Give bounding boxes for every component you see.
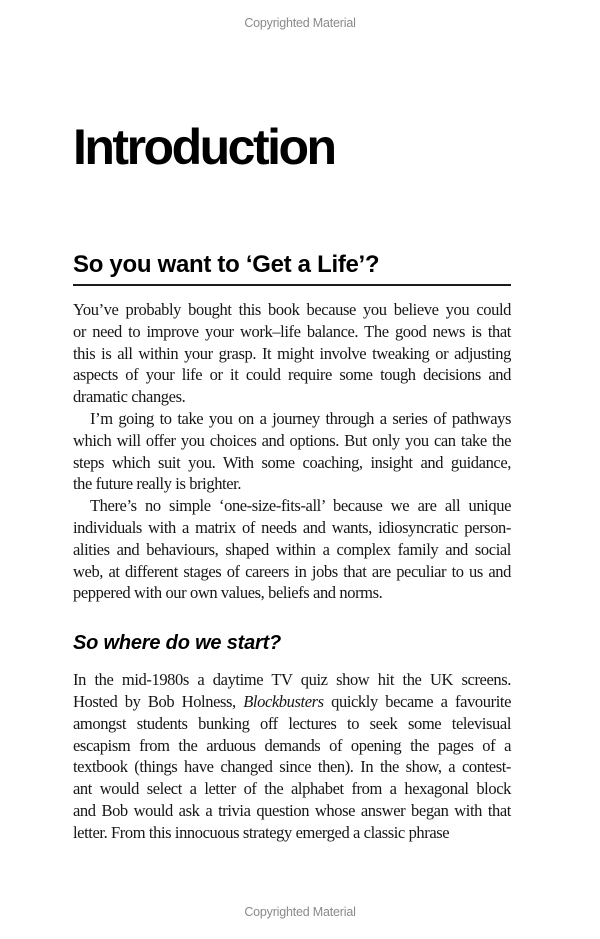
text-run: and Bob would ask a trivia question whose answer began with that	[73, 800, 511, 820]
text-run: ant would select a letter of the alphabet from a hexagonal block	[73, 779, 511, 799]
text-run: You’ve probably bought this book because you believe you could	[73, 300, 511, 319]
text-run: quickly became a favourite	[323, 691, 512, 711]
text-run: web, at different stages of careers in jobs that are peculiar to us and	[73, 561, 511, 581]
body-line	[73, 343, 511, 365]
body-line	[73, 561, 511, 583]
text-run: In the mid-1980s a daytime TV quiz show hit the UK screens.	[73, 670, 511, 690]
body-line	[73, 495, 511, 517]
page-content	[73, 0, 511, 844]
text-run: which will offer you choices and options. But only you can take the	[73, 430, 511, 450]
text-run: amongst students bunking off lectures to seek some televisual	[73, 713, 511, 733]
subsection-heading: So where do we start?	[73, 632, 282, 655]
text-run: or need to improve your work–life balance. The good news is that	[73, 321, 511, 341]
text-run: dramatic changes.	[73, 387, 186, 407]
body-line	[73, 691, 511, 713]
paragraph	[73, 495, 511, 604]
text-run: peppered with our own values, beliefs and norms.	[73, 583, 383, 603]
page-sections	[73, 251, 511, 844]
paragraph	[73, 299, 511, 408]
text-run: this is all within your grasp. It might involve tweaking or adjusting	[73, 343, 511, 363]
section-heading: So you want to ‘Get a Life’?	[73, 251, 380, 278]
text-run: Hosted by Bob Holness,	[73, 691, 244, 711]
text-run: aspects of your life or it could require some tough decisions and	[73, 365, 511, 385]
text-run: the future really is brighter.	[73, 474, 242, 494]
body-line	[73, 669, 511, 691]
body-line	[73, 756, 511, 778]
copyright-notice-bottom	[0, 905, 600, 919]
body-line	[73, 299, 511, 321]
chapter-title: Introduction	[73, 119, 335, 175]
body-line	[73, 452, 511, 474]
body-line	[73, 778, 511, 800]
body-line	[73, 582, 511, 604]
text-run: individuals with a matrix of needs and wants, idiosyncratic person-	[73, 517, 511, 537]
body-line	[73, 800, 511, 822]
body-line	[73, 408, 511, 430]
text-run: alities and behaviours, shaped within a complex family and social	[73, 539, 511, 559]
body-line	[73, 822, 511, 844]
paragraph	[73, 408, 511, 495]
text-run: letter. From this innocuous strategy emerged a classic phrase	[73, 822, 450, 842]
paragraph	[73, 669, 511, 843]
text-run: steps which suit you. With some coaching, insight and guidance,	[73, 452, 511, 472]
heading-rule	[73, 284, 511, 286]
text-run: I’m going to take you on a journey through a series of pathways	[90, 408, 511, 428]
text-run: textbook (things have changed since then). In the show, a contest-	[73, 757, 511, 777]
text-run: There’s no simple ‘one-size-fits-all’ because we are all unique	[90, 496, 511, 516]
body-line	[73, 713, 511, 735]
text-run: escapism from the arduous demands of opening the pages of a	[73, 735, 511, 755]
copyright-notice-top-text: Copyrighted Material	[244, 16, 356, 30]
body-line	[73, 430, 511, 452]
copyright-notice-bottom-text: Copyrighted Material	[244, 905, 356, 919]
body-line	[73, 386, 511, 408]
body-line	[73, 735, 511, 757]
body-line	[73, 517, 511, 539]
body-line	[73, 473, 511, 495]
body-line	[73, 539, 511, 561]
body-line	[73, 321, 511, 343]
italic-text-run: Blockbusters	[243, 691, 324, 711]
body-line	[73, 364, 511, 386]
